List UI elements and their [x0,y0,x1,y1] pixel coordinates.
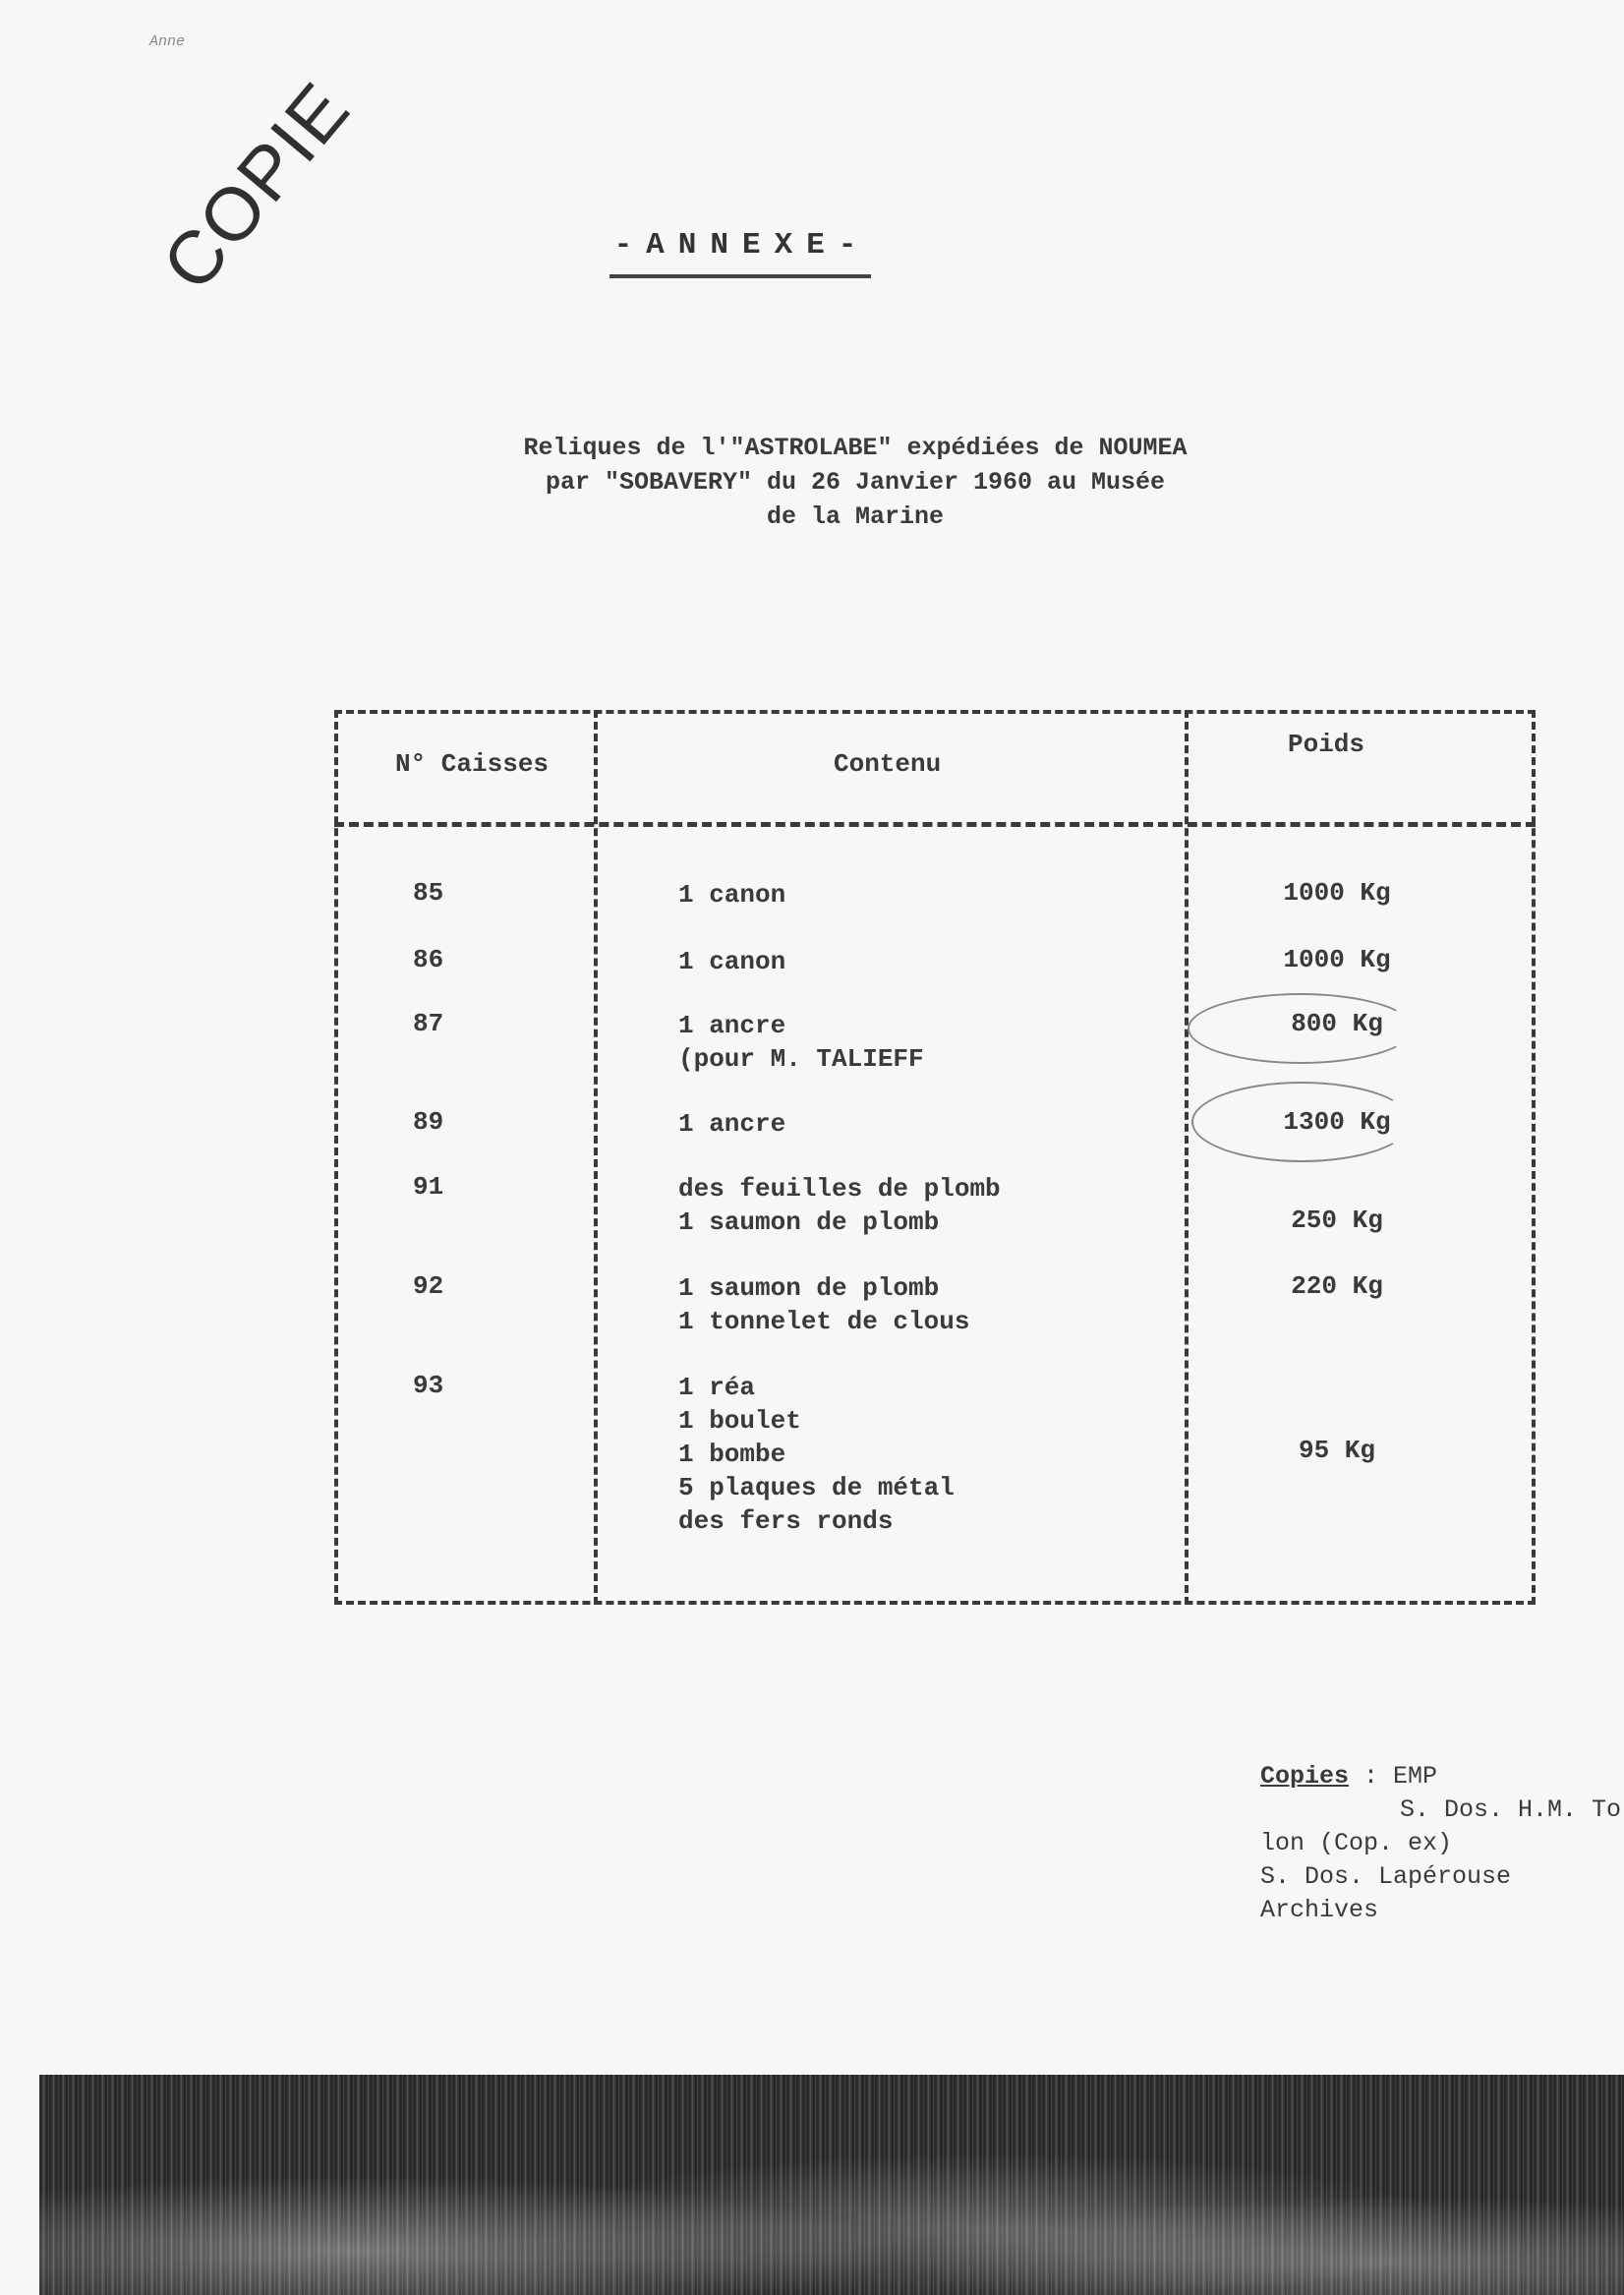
content-line: des fers ronds [678,1506,894,1536]
row-weight: 1300 Kg [1283,1107,1391,1137]
subtitle-line-2: par "SOBAVERY" du 26 Janvier 1960 au Musée [545,468,1166,497]
table-column-divider-1 [594,710,598,1605]
copies-first-recipient: : EMP [1349,1762,1438,1791]
content-line: 1 réa [678,1373,756,1402]
content-line: 1 tonnelet de clous [678,1307,970,1336]
annex-title: -ANNEXE- [613,228,871,263]
row-content [678,1107,1189,1141]
pencil-circle-mark [1191,1082,1412,1162]
header-caisses: N° Caisses [395,749,550,779]
table-header-divider [334,822,1536,827]
row-number: 92 [413,1271,444,1301]
row-content [678,1371,1189,1538]
title-underline [609,274,871,278]
scan-texture-overlay [39,2075,1624,2295]
row-weight: 800 Kg [1291,1009,1383,1038]
row-weight: 220 Kg [1291,1271,1383,1301]
copies-line-4: S. Dos. Lapérouse [1260,1862,1512,1891]
content-line: (pour M. TALIEFF [678,1044,924,1074]
row-content [678,1271,1189,1338]
row-weight: 1000 Kg [1283,945,1391,974]
content-line: 1 bombe [678,1440,786,1469]
document-subtitle [442,431,1268,534]
subtitle-line-1: Reliques de l'"ASTROLABE" expédiées de NOUMEA [523,434,1188,462]
header-poids: Poids [1288,730,1365,759]
copie-stamp: COPIE [146,66,367,307]
row-number: 86 [413,945,444,974]
copies-distribution [1260,1760,1621,1927]
row-content [678,1172,1189,1239]
content-line: 1 boulet [678,1406,801,1436]
row-content [678,945,1189,978]
row-weight: 250 Kg [1291,1206,1383,1235]
content-line: 1 canon [678,947,786,976]
row-content [678,1009,1189,1076]
content-line: 1 saumon de plomb [678,1273,940,1303]
copies-line-3: lon (Cop. ex) [1260,1829,1453,1857]
copies-line-1 [1260,1760,1621,1794]
corner-handwritten-mark: Anne [149,33,186,50]
row-weight: 1000 Kg [1283,878,1391,908]
content-line: 1 saumon de plomb [678,1207,940,1237]
row-number: 85 [413,878,444,908]
row-weight: 95 Kg [1298,1436,1375,1465]
header-contenu: Contenu [834,749,942,779]
content-line: 1 ancre [678,1011,786,1040]
row-content [678,878,1189,912]
row-number: 93 [413,1371,444,1400]
copies-line-5: Archives [1260,1896,1379,1924]
copies-label: Copies [1260,1762,1350,1791]
content-line: 1 ancre [678,1109,786,1139]
row-number: 87 [413,1009,444,1038]
content-line: 5 plaques de métal [678,1473,955,1502]
row-number: 91 [413,1172,444,1202]
content-line: 1 canon [678,880,786,910]
subtitle-line-3: de la Marine [766,502,945,531]
pencil-circle-mark [1188,993,1414,1064]
content-line: des feuilles de plomb [678,1174,1001,1204]
copies-line-2: S. Dos. H.M. To [1400,1795,1622,1824]
row-number: 89 [413,1107,444,1137]
